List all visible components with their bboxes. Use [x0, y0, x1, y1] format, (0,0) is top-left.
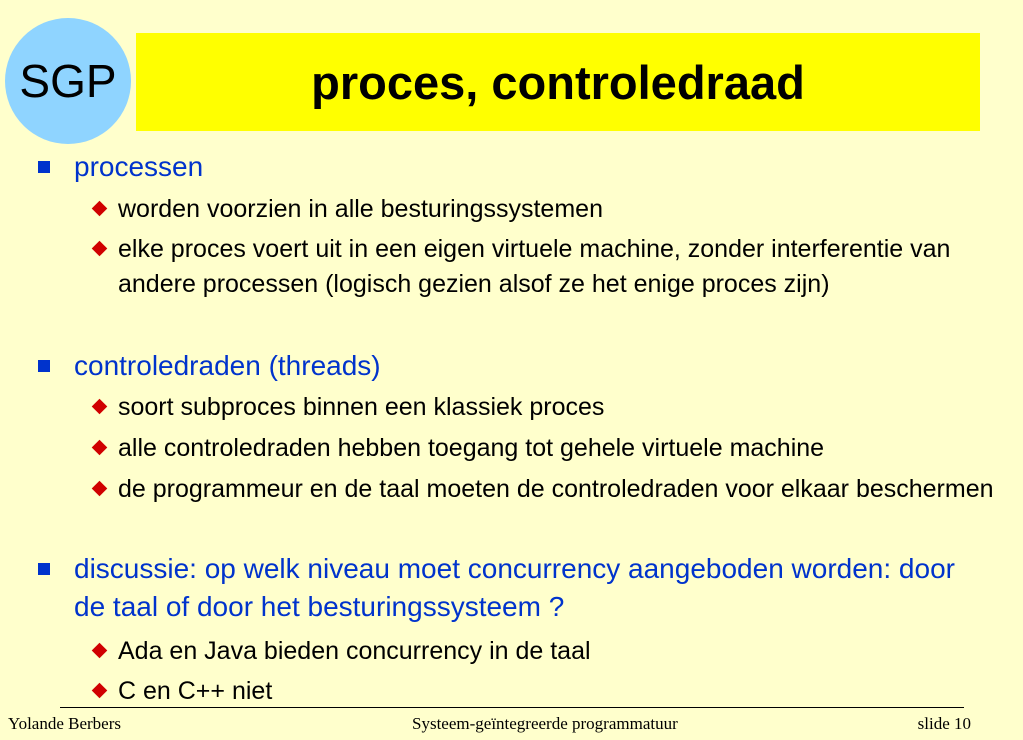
- footer-course: Systeem-geïntegreerde programmatuur: [412, 714, 678, 733]
- sub-item-text: de programmeur en de taal moeten de controledraden voor elkaar beschermen: [118, 475, 994, 503]
- sub-item-text: Ada en Java bieden concurrency in de taal: [118, 637, 591, 665]
- diamond-bullet-icon: [92, 241, 108, 257]
- sub-item-text: worden voorzien in alle besturingssystemen: [118, 195, 603, 223]
- bullet-item-discussie: [74, 550, 974, 626]
- sub-item-text: elke proces voert uit in een eigen virtuele machine, zonder interferentie van andere processen (logisch gezien alsof ze het enige proces zijn): [118, 235, 951, 298]
- bullet-text: discussie: op welk niveau moet concurrency aangeboden worden: door de taal of door het besturingssysteem ?: [74, 553, 955, 622]
- square-bullet-icon: [38, 360, 50, 372]
- footer-author: Yolande Berbers: [8, 714, 122, 733]
- footer-divider: [60, 707, 964, 708]
- sub-item-text: soort subproces binnen een klassiek proces: [118, 393, 605, 421]
- sub-item: [118, 232, 998, 302]
- bullet-item-processen: [74, 148, 974, 186]
- square-bullet-icon: [38, 563, 50, 575]
- square-bullet-icon: [38, 161, 50, 173]
- bullet-text: processen: [74, 151, 204, 182]
- diamond-bullet-icon: [92, 399, 108, 415]
- sub-item: [118, 431, 998, 466]
- footer-slide-number: slide 10: [917, 714, 971, 733]
- sub-item-text: C en C++ niet: [118, 677, 273, 705]
- sub-item: [118, 192, 998, 227]
- sub-item: [118, 674, 998, 709]
- diamond-bullet-icon: [92, 440, 108, 456]
- sub-item: [118, 390, 998, 425]
- diamond-bullet-icon: [92, 683, 108, 699]
- slide-title: proces, controledraad: [311, 55, 805, 109]
- bullet-item-controledraden: [74, 347, 974, 385]
- sub-item: [118, 472, 998, 507]
- diamond-bullet-icon: [92, 481, 108, 497]
- diamond-bullet-icon: [92, 643, 108, 659]
- sub-item-text: alle controledraden hebben toegang tot gehele virtuele machine: [118, 434, 825, 462]
- bullet-text: controledraden (threads): [74, 350, 381, 381]
- diamond-bullet-icon: [92, 201, 108, 217]
- sub-item: [118, 634, 998, 669]
- logo-text: SGP: [19, 55, 117, 107]
